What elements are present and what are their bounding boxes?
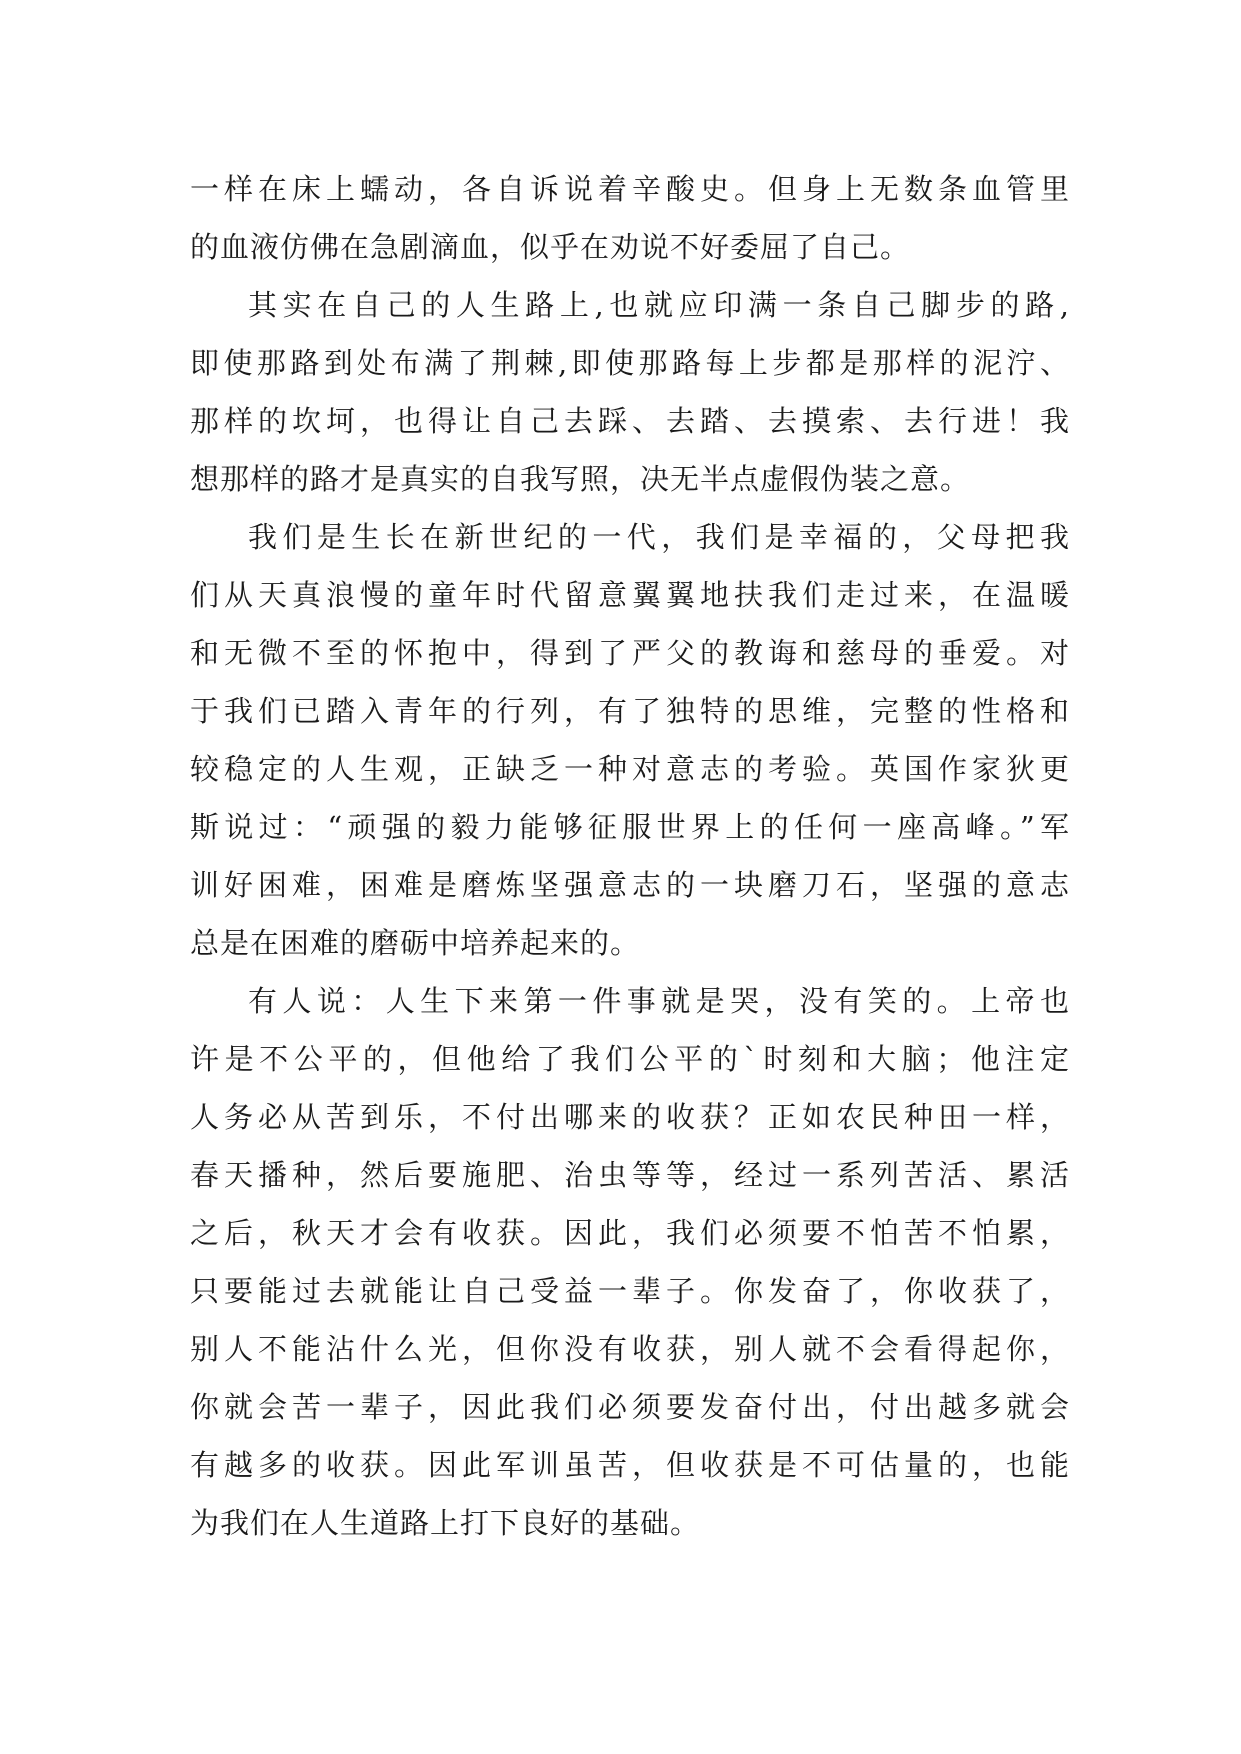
- text-line: 一样在床上蠕动，各自诉说着辛酸史。但身上无数条血管里: [190, 172, 1070, 206]
- text-line: 人务必从苦到乐，不付出哪来的收获？正如农民种田一样，: [190, 1100, 1070, 1134]
- text-line: 你就会苦一辈子，因此我们必须要发奋付出，付出越多就会: [190, 1390, 1070, 1424]
- text-line: 我们是生长在新世纪的一代，我们是幸福的，父母把我: [248, 520, 1070, 554]
- text-line: 训好困难，困难是磨炼坚强意志的一块磨刀石，坚强的意志: [190, 868, 1070, 902]
- text-line: 只要能过去就能让自己受益一辈子。你发奋了，你收获了，: [190, 1274, 1070, 1308]
- text-line: 们从天真浪慢的童年时代留意翼翼地扶我们走过来，在温暖: [190, 578, 1070, 612]
- text-line: 有人说：人生下来第一件事就是哭，没有笑的。上帝也: [248, 984, 1070, 1018]
- text-line: 的血液仿佛在急剧滴血，似乎在劝说不好委屈了自己。: [190, 230, 911, 264]
- text-line: 许是不公平的，但他给了我们公平的`时刻和大脑；他注定: [190, 1042, 1070, 1076]
- paragraph: [190, 160, 1070, 276]
- text-line: 有越多的收获。因此军训虽苦，但收获是不可估量的，也能: [190, 1448, 1070, 1482]
- document-body: [190, 160, 1070, 1552]
- text-line: 想那样的路才是真实的自我写照，决无半点虚假伪装之意。: [190, 462, 971, 496]
- text-line: 和无微不至的怀抱中，得到了严父的教诲和慈母的垂爱。对: [190, 636, 1070, 670]
- paragraph: [190, 972, 1070, 1552]
- text-line: 即使那路到处布满了荆棘,即使那路每上步都是那样的泥泞、: [190, 346, 1070, 380]
- text-line: 总是在困难的磨砺中培养起来的。: [190, 926, 641, 960]
- text-line: 那样的坎坷，也得让自己去踩、去踏、去摸索、去行进！我: [190, 404, 1070, 438]
- text-line: 较稳定的人生观，正缺乏一种对意志的考验。英国作家狄更: [190, 752, 1070, 786]
- paragraph: [190, 508, 1070, 972]
- text-line: 春天播种，然后要施肥、治虫等等，经过一系列苦活、累活: [190, 1158, 1070, 1192]
- paragraph: [190, 276, 1070, 508]
- text-line: 别人不能沾什么光，但你没有收获，别人就不会看得起你，: [190, 1332, 1070, 1366]
- text-line: 于我们已踏入青年的行列，有了独特的思维，完整的性格和: [190, 694, 1070, 728]
- text-line: 斯说过：“顽强的毅力能够征服世界上的任何一座高峰。”军: [190, 810, 1070, 844]
- text-line: 之后，秋天才会有收获。因此，我们必须要不怕苦不怕累，: [190, 1216, 1070, 1250]
- text-line: 其实在自己的人生路上,也就应印满一条自己脚步的路,: [248, 288, 1070, 322]
- text-line: 为我们在人生道路上打下良好的基础。: [190, 1506, 701, 1540]
